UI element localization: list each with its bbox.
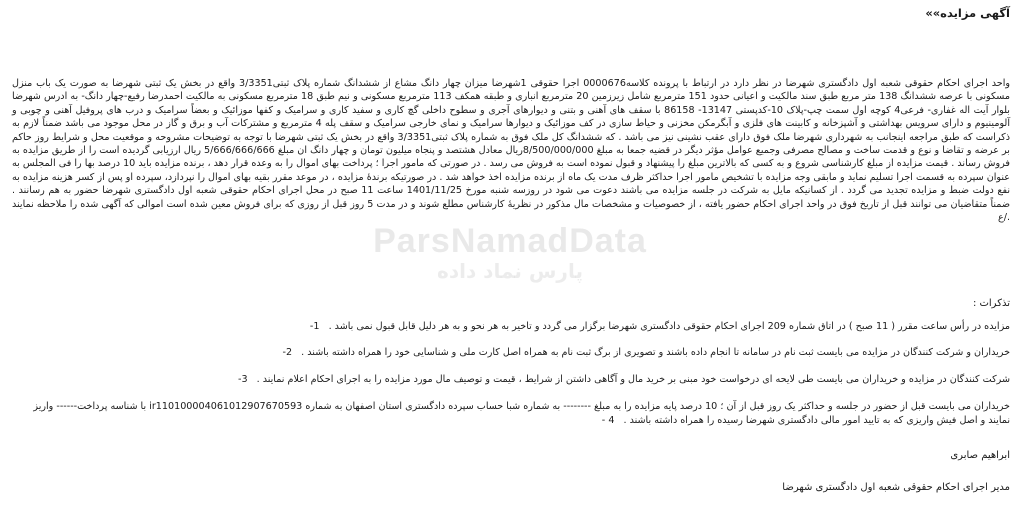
note-text: خریداران و شرکت کنندگان در مزایده می بایست ثبت نام در سامانه تا انجام داده باشند و تصویری از برگ ثبت نام به همراه اصل کارت ملی و شناسایی خود را همراه داشته باشند . bbox=[301, 347, 1010, 358]
notice-body-paragraph: واحد اجرای احکام حقوقی شعبه اول دادگستری شهرضا در نظر دارد در ارتباط با پرونده کلاسه0000676 اجرا حقوقی 1شهرضا میزان چهار دانگ مشاع از ششدانگ شماره پلاک ثبتی3/3351 واقع در بخش یک ثبتی شهرضا به صورت یک باب منزل مسکونی با عرصه ششدانگ 138 متر مربع طبق سند مالکیت و اعیانی حدود 151 مترمربع شامل زیرزمین 20 مترمربع انباری و طبقه همکف 113 مترمربع مسکونی و نیم طبق 18 مترمربع مسکونی به مالکیت احمدرضا رفیع-چهار دانگ- به ادرس شهرضا بلوار آیت اله غفاری- فرعی4 کوچه اول سمت چپ-پلاک 10-کدپستی 13147- 86158 با سقف های آهنی و بتنی و دیوارهای آجری و سطوح داخلی گچ کاری و سفید کاری و سرامیک و کفها موزائیک و بعضاً سرامیک و درب های پروفیل آهنی و چوبی و آلومینیوم و دارای سرویس بهداشتی و آشپزخانه و کابینت های فلزی و آبگرمکن مخزنی و حیاط سازی در کف موزائیک و دیوارها سرامیک و نمای خارجی سرامیک و سقف پله 4 مترمربع و مشترکات آب و برق و گاز در محل موجود می باشد ضمناً لازم به ذکراست که طبق مراجعه اینجانب به شهرداری شهرضا ملک فوق دارای عقب نشینی نیز می باشد . که ششدانگ کل ملک فوق به شماره پلاک ثبتی3/3351 واقع در بخش یک ثبتی شهرضا با توجه به توضیحات مشروحه و موقعیت محل و شرایط روز حاکم بر عرضه و تقاضا و نوع و قدمت ساخت و مصالح مصرفی وجمیع عوامل مؤثر دیگر در قضیه جمعا به مبلغ 8/500/000/000ریال معادل هشتصد و پنجاه میلیون تومان و چهار دانگ ان مبلغ 5/666/666/666 ریال ارزیابی گردیده است را از طریق مزایده به فروش رساند . قیمت مزایده از مبلغ کارشناسی شروع و به کسی که بالاترین مبلغ را پیشنهاد و قبول نموده است به فروش می رسد . در صورتی که مامور اجرا ؛ پرداخت بهای اموال را به وعده قرار دهد ، برنده مزایده باید 10 درصد بها را فی المجلس به عنوان سپرده به قسمت اجرا تسلیم نماید و مابقی وجه مزایده با تشخیص مامور اجرا حداکثر ظرف مدت یک ماه از برنده مزایده اخذ خواهد شد . در صورتیکه برندۀ مزایده ، در موعد مقرر بقیه بهای اموال را نپردازد، سپرده او پس از کسر هزینه مزایده به نفع دولت ضبط و مزایده تجدید می گردد . از کسانیکه مایل به شرکت در جلسه مزایده می باشند دعوت می شود در روزسه شنبه مورخ 1401/11/25 ساعت 11 صبح در محل اجرای احکام حقوقی شعبه اول دادگستری شهرضا حضور به هم رسانند . ضمناً متقاضیان می توانند قبل از تاریخ فوق در واحد اجرای احکام حضور یافته ، از خصوصیات و مشخصات مال مذکور در نظریۀ کارشناس مطلع شوند و در مدت 5 روز قبل از روزی که برای فروش معین شده است اموالی که آگهی شده را ملاحظه نمایند ./ع bbox=[12, 78, 1011, 224]
notice-title: آگهی مزایده»» bbox=[925, 6, 1010, 20]
note-number: 2- bbox=[282, 347, 293, 358]
note-number: 1- bbox=[309, 321, 320, 332]
notes-heading: تذکرات : bbox=[972, 298, 1010, 309]
note-text: مزایده در رأس ساعت مقرر ( 11 صبح ) در اتاق شماره 209 اجرای احکام حقوقی دادگستری شهرضا برگزار می گردد و تاخیر به هر نحو و به هر دلیل قابل قبول نمی باشد . bbox=[328, 321, 1010, 332]
watermark bbox=[250, 222, 770, 283]
note-item-1 bbox=[20, 320, 1010, 334]
note-number: 3- bbox=[237, 374, 248, 385]
note-item-3 bbox=[20, 373, 1010, 387]
note-item-4 bbox=[20, 400, 1010, 427]
watermark-sub: پارس نماد داده bbox=[437, 259, 583, 283]
note-item-2 bbox=[20, 346, 1010, 360]
signatory-name: ابراهیم صابری bbox=[950, 450, 1010, 461]
signatory-title: مدیر اجرای احکام حقوقی شعبه اول دادگستری شهرضا bbox=[782, 482, 1010, 493]
note-text: خریداران می بایست قبل از حضور در جلسه و حداکثر یک روز قبل از آن ؛ 10 درصد پایه مزایده را به مبلغ -------- به شماره شبا حساب سپرده دادگستری استان اصفهان به شماره ir110100004061012907670593 با شناسه پرداخت------ واریز نمایند و اصل فیش واریزی که به تایید امور مالی دادگستری شهرضا رسیده را همراه داشته باشند . bbox=[33, 401, 1010, 426]
note-number: 4 - bbox=[601, 414, 615, 426]
watermark-main: ParsNamadData bbox=[373, 222, 647, 260]
note-text: شرکت کنندگان در مزایده و خریداران می بایست طی لایحه ای درخواست خود مبنی بر خرید مال و آگاهی داشتن از شرایط ، قیمت و توصیف مال مورد مزایده را به اجرای احکام اعلام نمایند . bbox=[256, 374, 1010, 385]
